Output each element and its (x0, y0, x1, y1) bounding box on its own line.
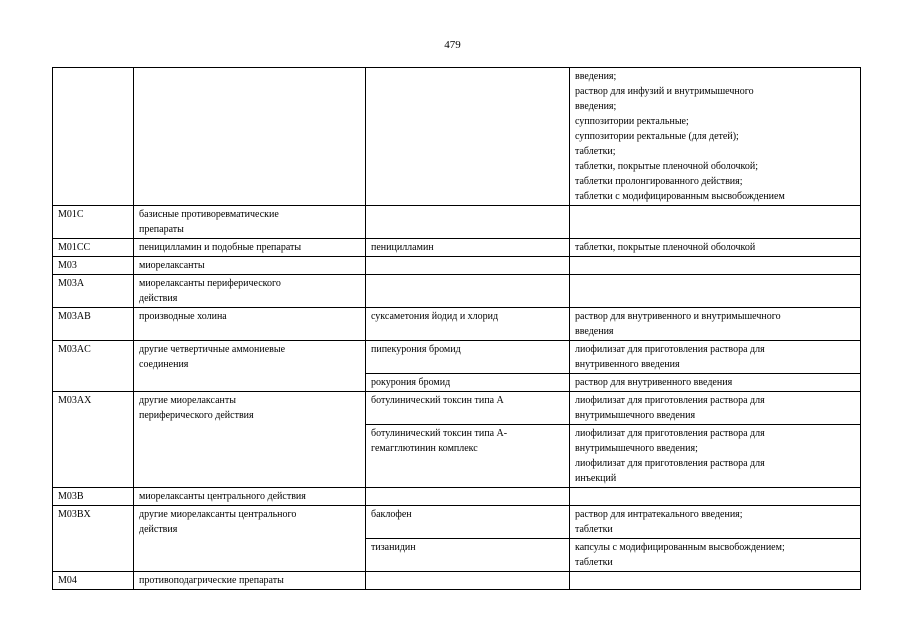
atc-code-cell: M03B (53, 488, 134, 506)
substance-cell (366, 275, 570, 308)
group-cell: пеницилламин и подобные препараты (134, 239, 366, 257)
table-row (53, 488, 861, 506)
group-cell: производные холина (134, 308, 366, 341)
group-cell: миорелаксанты (134, 257, 366, 275)
dosage-form-cell: раствор для внутривенного введения (570, 374, 861, 392)
dosage-form-cell: лиофилизат для приготовления раствора для внутривенного введения (570, 341, 861, 374)
table-row (53, 506, 861, 539)
drug-table (52, 67, 861, 590)
dosage-form-cell: лиофилизат для приготовления раствора для внутримышечного введения; лиофилизат для приготовления раствора для инъекций (570, 425, 861, 488)
substance-cell: баклофен (366, 506, 570, 539)
group-cell: другие миорелаксанты периферического действия (134, 392, 366, 488)
substance-cell (366, 572, 570, 590)
dosage-form-cell: капсулы с модифицированным высвобождением; таблетки (570, 539, 861, 572)
substance-cell (366, 206, 570, 239)
table-row (53, 206, 861, 239)
substance-cell: рокурония бромид (366, 374, 570, 392)
atc-code-cell: M04 (53, 572, 134, 590)
substance-cell: суксаметония йодид и хлорид (366, 308, 570, 341)
substance-cell: пипекурония бромид (366, 341, 570, 374)
substance-cell (366, 488, 570, 506)
dosage-form-cell: раствор для интратекального введения; таблетки (570, 506, 861, 539)
page-number: 479 (444, 39, 461, 51)
atc-code-cell: M03AX (53, 392, 134, 488)
dosage-form-cell (570, 488, 861, 506)
group-cell: другие четвертичные аммониевые соединения (134, 341, 366, 392)
substance-cell: пеницилламин (366, 239, 570, 257)
group-cell: другие миорелаксанты центрального действия (134, 506, 366, 572)
table-row (53, 572, 861, 590)
dosage-form-cell: лиофилизат для приготовления раствора для внутримышечного введения (570, 392, 861, 425)
substance-cell: ботулинический токсин типа A (366, 392, 570, 425)
dosage-form-cell: раствор для внутривенного и внутримышечного введения (570, 308, 861, 341)
atc-code-cell: M03 (53, 257, 134, 275)
atc-code-cell (53, 68, 134, 206)
substance-cell: тизанидин (366, 539, 570, 572)
atc-code-cell: M01CC (53, 239, 134, 257)
table-row (53, 68, 861, 206)
atc-code-cell: M03AC (53, 341, 134, 392)
atc-code-cell: M03AB (53, 308, 134, 341)
substance-cell (366, 68, 570, 206)
group-cell: базисные противоревматические препараты (134, 206, 366, 239)
table-row (53, 308, 861, 341)
atc-code-cell: M01C (53, 206, 134, 239)
substance-cell (366, 257, 570, 275)
dosage-form-cell (570, 572, 861, 590)
table-row (53, 392, 861, 425)
dosage-form-cell: введения; раствор для инфузий и внутримышечного введения; суппозитории ректальные; суппозитории ректальные (для детей); таблетки; таблетки, покрытые пленочной оболочкой; таблетки пролонгированного действия; таблетки с модифицированным высвобождением (570, 68, 861, 206)
group-cell: противоподагрические препараты (134, 572, 366, 590)
dosage-form-cell (570, 257, 861, 275)
table-row (53, 341, 861, 374)
table-row (53, 275, 861, 308)
table-row (53, 239, 861, 257)
group-cell: миорелаксанты центрального действия (134, 488, 366, 506)
atc-code-cell: M03A (53, 275, 134, 308)
dosage-form-cell (570, 206, 861, 239)
group-cell (134, 68, 366, 206)
substance-cell: ботулинический токсин типа A- гемагглютинин комплекс (366, 425, 570, 488)
dosage-form-cell (570, 275, 861, 308)
dosage-form-cell: таблетки, покрытые пленочной оболочкой (570, 239, 861, 257)
group-cell: миорелаксанты периферического действия (134, 275, 366, 308)
atc-code-cell: M03BX (53, 506, 134, 572)
table-row (53, 257, 861, 275)
